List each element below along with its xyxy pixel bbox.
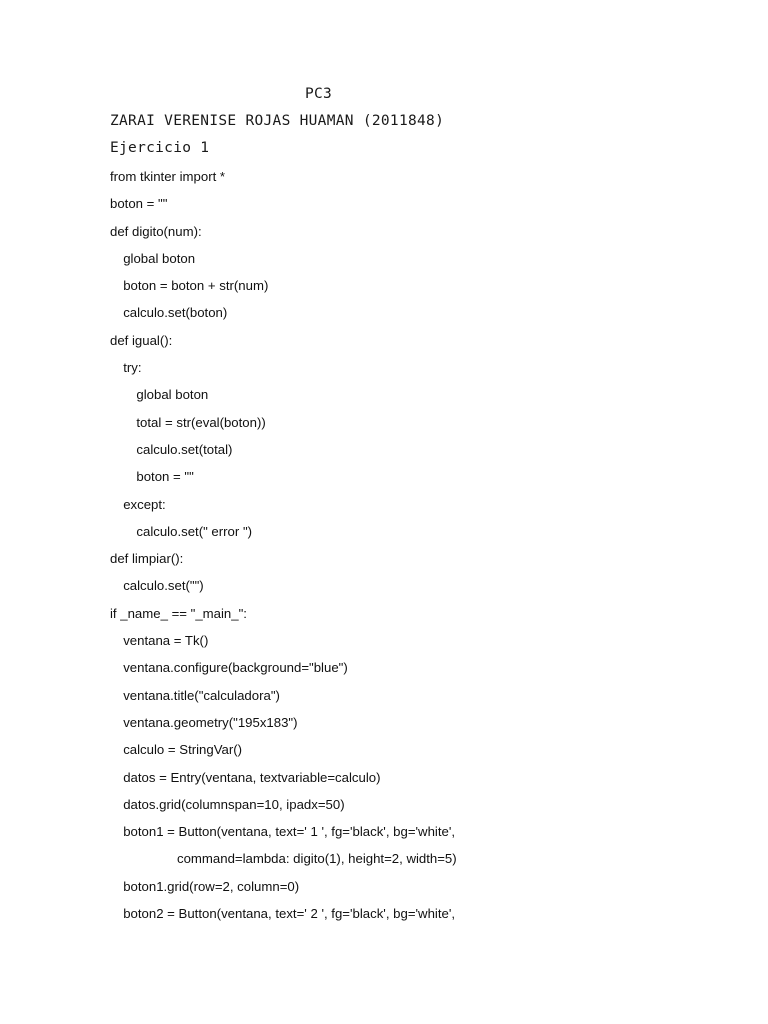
exercise-heading: Ejercicio 1 [110, 140, 210, 156]
author-line: ZARAI VERENISE ROJAS HUAMAN (2011848) [110, 113, 445, 129]
code-line: boton = "" [136, 469, 194, 485]
code-line: boton1 = Button(ventana, text=' 1 ', fg='black', bg='white', [123, 824, 456, 840]
code-line: calculo = StringVar() [123, 742, 243, 758]
code-line: boton1.grid(row=2, column=0) [123, 878, 300, 894]
code-line: boton2 = Button(ventana, text=' 2 ', fg='black', bg='white', [123, 906, 456, 922]
code-line: def igual(): [110, 332, 173, 348]
code-line: def digito(num): [110, 223, 202, 239]
code-line: from tkinter import * [110, 169, 226, 184]
code-line: if _name_ == "_main_": [110, 605, 247, 621]
code-line: datos.grid(columnspan=10, ipadx=50) [123, 796, 345, 812]
code-line: calculo.set(" error ") [136, 523, 253, 539]
code-line: ventana.configure(background="blue") [123, 660, 348, 676]
code-line: command=lambda: digito(1), height=2, width=5) [177, 851, 457, 867]
code-line: try: [123, 360, 142, 376]
code-line: global boton [123, 250, 196, 266]
code-line: except: [123, 496, 166, 512]
code-line: calculo.set(boton) [123, 305, 228, 321]
document-title: PC3 [305, 86, 333, 102]
code-line: datos = Entry(ventana, textvariable=calculo) [123, 769, 381, 785]
code-listing [110, 168, 457, 932]
code-line: calculo.set("") [123, 578, 204, 594]
code-line: calculo.set(total) [136, 441, 233, 457]
code-line: ventana.geometry("195x183") [123, 714, 298, 730]
code-line: boton = boton + str(num) [123, 278, 269, 294]
code-line: ventana.title("calculadora") [123, 687, 280, 703]
code-line: global boton [136, 387, 209, 403]
code-line: def limpiar(): [110, 551, 184, 567]
code-line: ventana = Tk() [123, 633, 209, 649]
code-line: boton = "" [110, 196, 168, 212]
code-line: total = str(eval(boton)) [136, 414, 266, 430]
